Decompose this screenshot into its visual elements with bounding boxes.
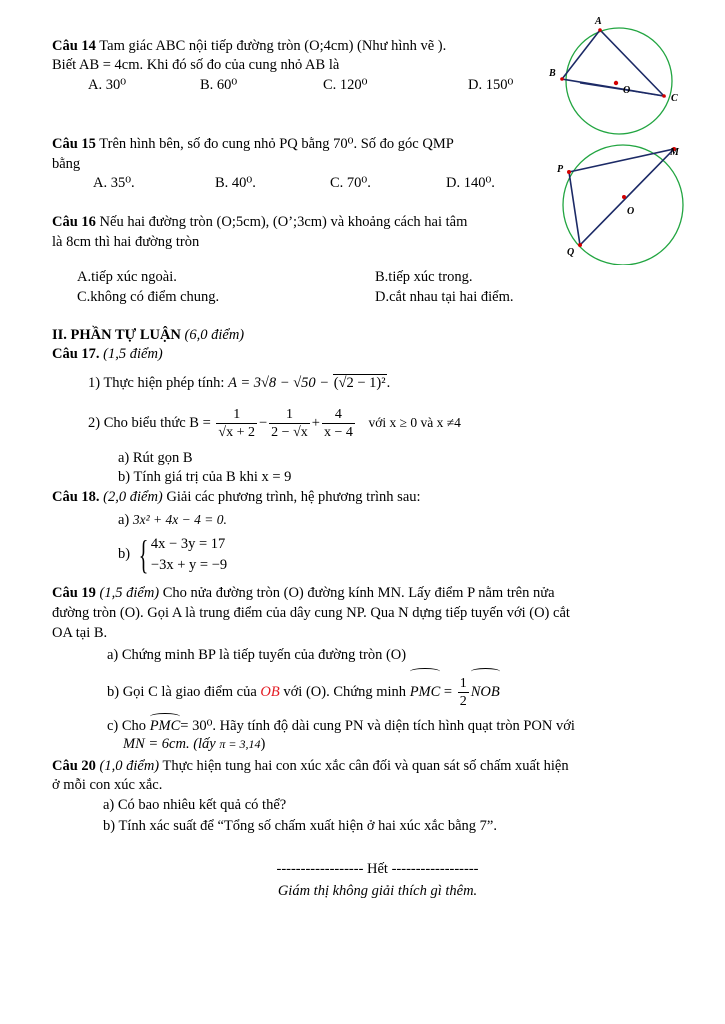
- q16-line1: Câu 16 Nếu hai đường tròn (O;5cm), (O’;3cm) và khoảng cách hai tâm: [52, 214, 468, 230]
- q16-option-c: C.không có điểm chung.: [77, 289, 220, 305]
- q17-part2: 2) Cho biểu thức B = $\frac{1}{√x + 2}$ − $\frac{1}{2 - √x}$ + $\frac{4}{x - 4}$ với x ≥ 0 và x ≠4: [88, 406, 461, 440]
- q15-option-b: B. 40⁰.: [215, 175, 256, 191]
- label-m: M: [670, 147, 679, 158]
- system-brace: {: [138, 531, 149, 577]
- figure-circle-pqm: [545, 135, 695, 265]
- q17-a: a) Rút gọn B: [118, 450, 193, 466]
- triangle-abc: [562, 30, 664, 96]
- q15-line1: Câu 15 Trên hình bên, số đo cung nhỏ PQ bằng 70⁰. Số đo góc QMP: [52, 136, 454, 152]
- figure-triangle-circle: [540, 8, 710, 138]
- equation-system: 4x − 3y = 17 −3x + y = −9: [150, 535, 228, 573]
- fraction-1: $\frac{1}{√x + 2}$: [218, 406, 255, 440]
- label-o: O: [623, 85, 631, 96]
- q19-c-line2: MN = 6cm. (lấy π = 3,14): [123, 736, 266, 752]
- q16-option-b: B.tiếp xúc trong.: [375, 269, 473, 285]
- label-a: A: [595, 16, 602, 27]
- q18-b: b) { 4x − 3y = 17 −3x + y = −9: [118, 531, 228, 577]
- arc-pmc-2: PMC: [150, 713, 181, 735]
- part2-heading: II. PHẦN TỰ LUẬN (6,0 điểm): [52, 327, 245, 343]
- q17-part1: 1) Thực hiện phép tính: A = 3√8 − √50 − (√2 − 1)².: [88, 375, 391, 391]
- q19-label: Câu 19: [52, 585, 96, 601]
- q20-line2: ở mỗi con xúc xắc.: [52, 777, 163, 793]
- q18-heading: Câu 18. (2,0 điểm) Giải các phương trình, hệ phương trình sau:: [52, 489, 421, 505]
- fraction-3: $\frac{4}{x - 4}$: [323, 406, 353, 440]
- q14-line1: Câu 14 Tam giác ABC nội tiếp đường tròn (O;4cm) (Như hình vẽ ).: [52, 38, 447, 54]
- q19-b: b) Gọi C là giao điểm của OB với (O). Chứng minh PMC = $\frac{1}{2}$ NOB: [107, 668, 500, 712]
- q14-line2: Biết AB = 4cm. Khi đó số đo của cung nhỏ AB là: [52, 57, 340, 73]
- q19-c-line1: c) Cho PMC= 30⁰. Hãy tính độ dài cung PN và diện tích hình quạt tròn PON với: [107, 713, 575, 735]
- circle-o: [566, 28, 672, 134]
- circle-o-2: [563, 145, 683, 265]
- triangle-pqm: [569, 149, 674, 245]
- label-p: P: [557, 164, 564, 175]
- q14-option-d: D. 150⁰: [468, 77, 514, 93]
- label-b: B: [549, 68, 556, 79]
- q19-ob-highlight: OB: [260, 684, 280, 700]
- q20-line1: Câu 20 (1,0 điểm) Thực hiện tung hai con xúc xắc cân đối và quan sát số chấm xuất hiện: [52, 758, 569, 774]
- arc-pmc: PMC: [410, 668, 441, 712]
- label-q: Q: [567, 247, 575, 258]
- label-c: C: [671, 93, 678, 104]
- q18-label: Câu 18.: [52, 489, 100, 505]
- q16-line2: là 8cm thì hai đường tròn: [52, 234, 200, 250]
- q14-option-b: B. 60⁰: [200, 77, 238, 93]
- point-o-2: [622, 195, 626, 199]
- arc-nob: NOB: [471, 668, 500, 712]
- q14-label: Câu 14: [52, 38, 96, 54]
- q16-option-d: D.cắt nhau tại hai điểm.: [375, 289, 514, 305]
- fraction-half: $\frac{1}{2}$: [459, 675, 467, 709]
- q17-condition: với x ≥ 0 và x ≠4: [368, 415, 461, 430]
- footer-note: Giám thị không giải thích gì thêm.: [277, 883, 478, 899]
- q14-option-c: C. 120⁰: [323, 77, 368, 93]
- q17-heading: Câu 17. (1,5 điểm): [52, 346, 163, 362]
- fraction-2: $\frac{1}{2 - √x}$: [271, 406, 308, 440]
- q17-label: Câu 17.: [52, 346, 100, 362]
- q14-option-a: A. 30⁰: [88, 77, 127, 93]
- label-o2: O: [627, 206, 635, 217]
- q20-a: a) Có bao nhiêu kết quả có thể?: [103, 797, 287, 813]
- q19-line3: OA tại B.: [52, 625, 108, 641]
- point-o: [614, 81, 618, 85]
- q20-label: Câu 20: [52, 758, 96, 774]
- q19-line2: đường tròn (O). Gọi A là trung điểm của dây cung NP. Qua N dựng tiếp tuyến với (O) cắt: [52, 605, 570, 621]
- q15-option-d: D. 140⁰.: [446, 175, 495, 191]
- q16-label: Câu 16: [52, 214, 96, 230]
- q19-line1: Câu 19 (1,5 điểm) Cho nửa đường tròn (O) đường kính MN. Lấy điểm P nằm trên nửa: [52, 585, 555, 601]
- q18-a: a) 3x² + 4x − 4 = 0.: [118, 512, 227, 528]
- q16-option-a: A.tiếp xúc ngoài.: [77, 269, 177, 285]
- q15-line2: bằng: [52, 156, 81, 172]
- q20-b: b) Tính xác suất để “Tổng số chấm xuất hiện ở hai xúc xắc bằng 7”.: [103, 818, 497, 834]
- q15-option-a: A. 35⁰.: [93, 175, 135, 191]
- q17-b: b) Tính giá trị của B khi x = 9: [118, 469, 292, 485]
- q15-option-c: C. 70⁰.: [330, 175, 371, 191]
- q15-label: Câu 15: [52, 136, 96, 152]
- footer-end: ------------------ Hết ------------------: [276, 861, 479, 877]
- q19-a: a) Chứng minh BP là tiếp tuyến của đường tròn (O): [107, 647, 407, 663]
